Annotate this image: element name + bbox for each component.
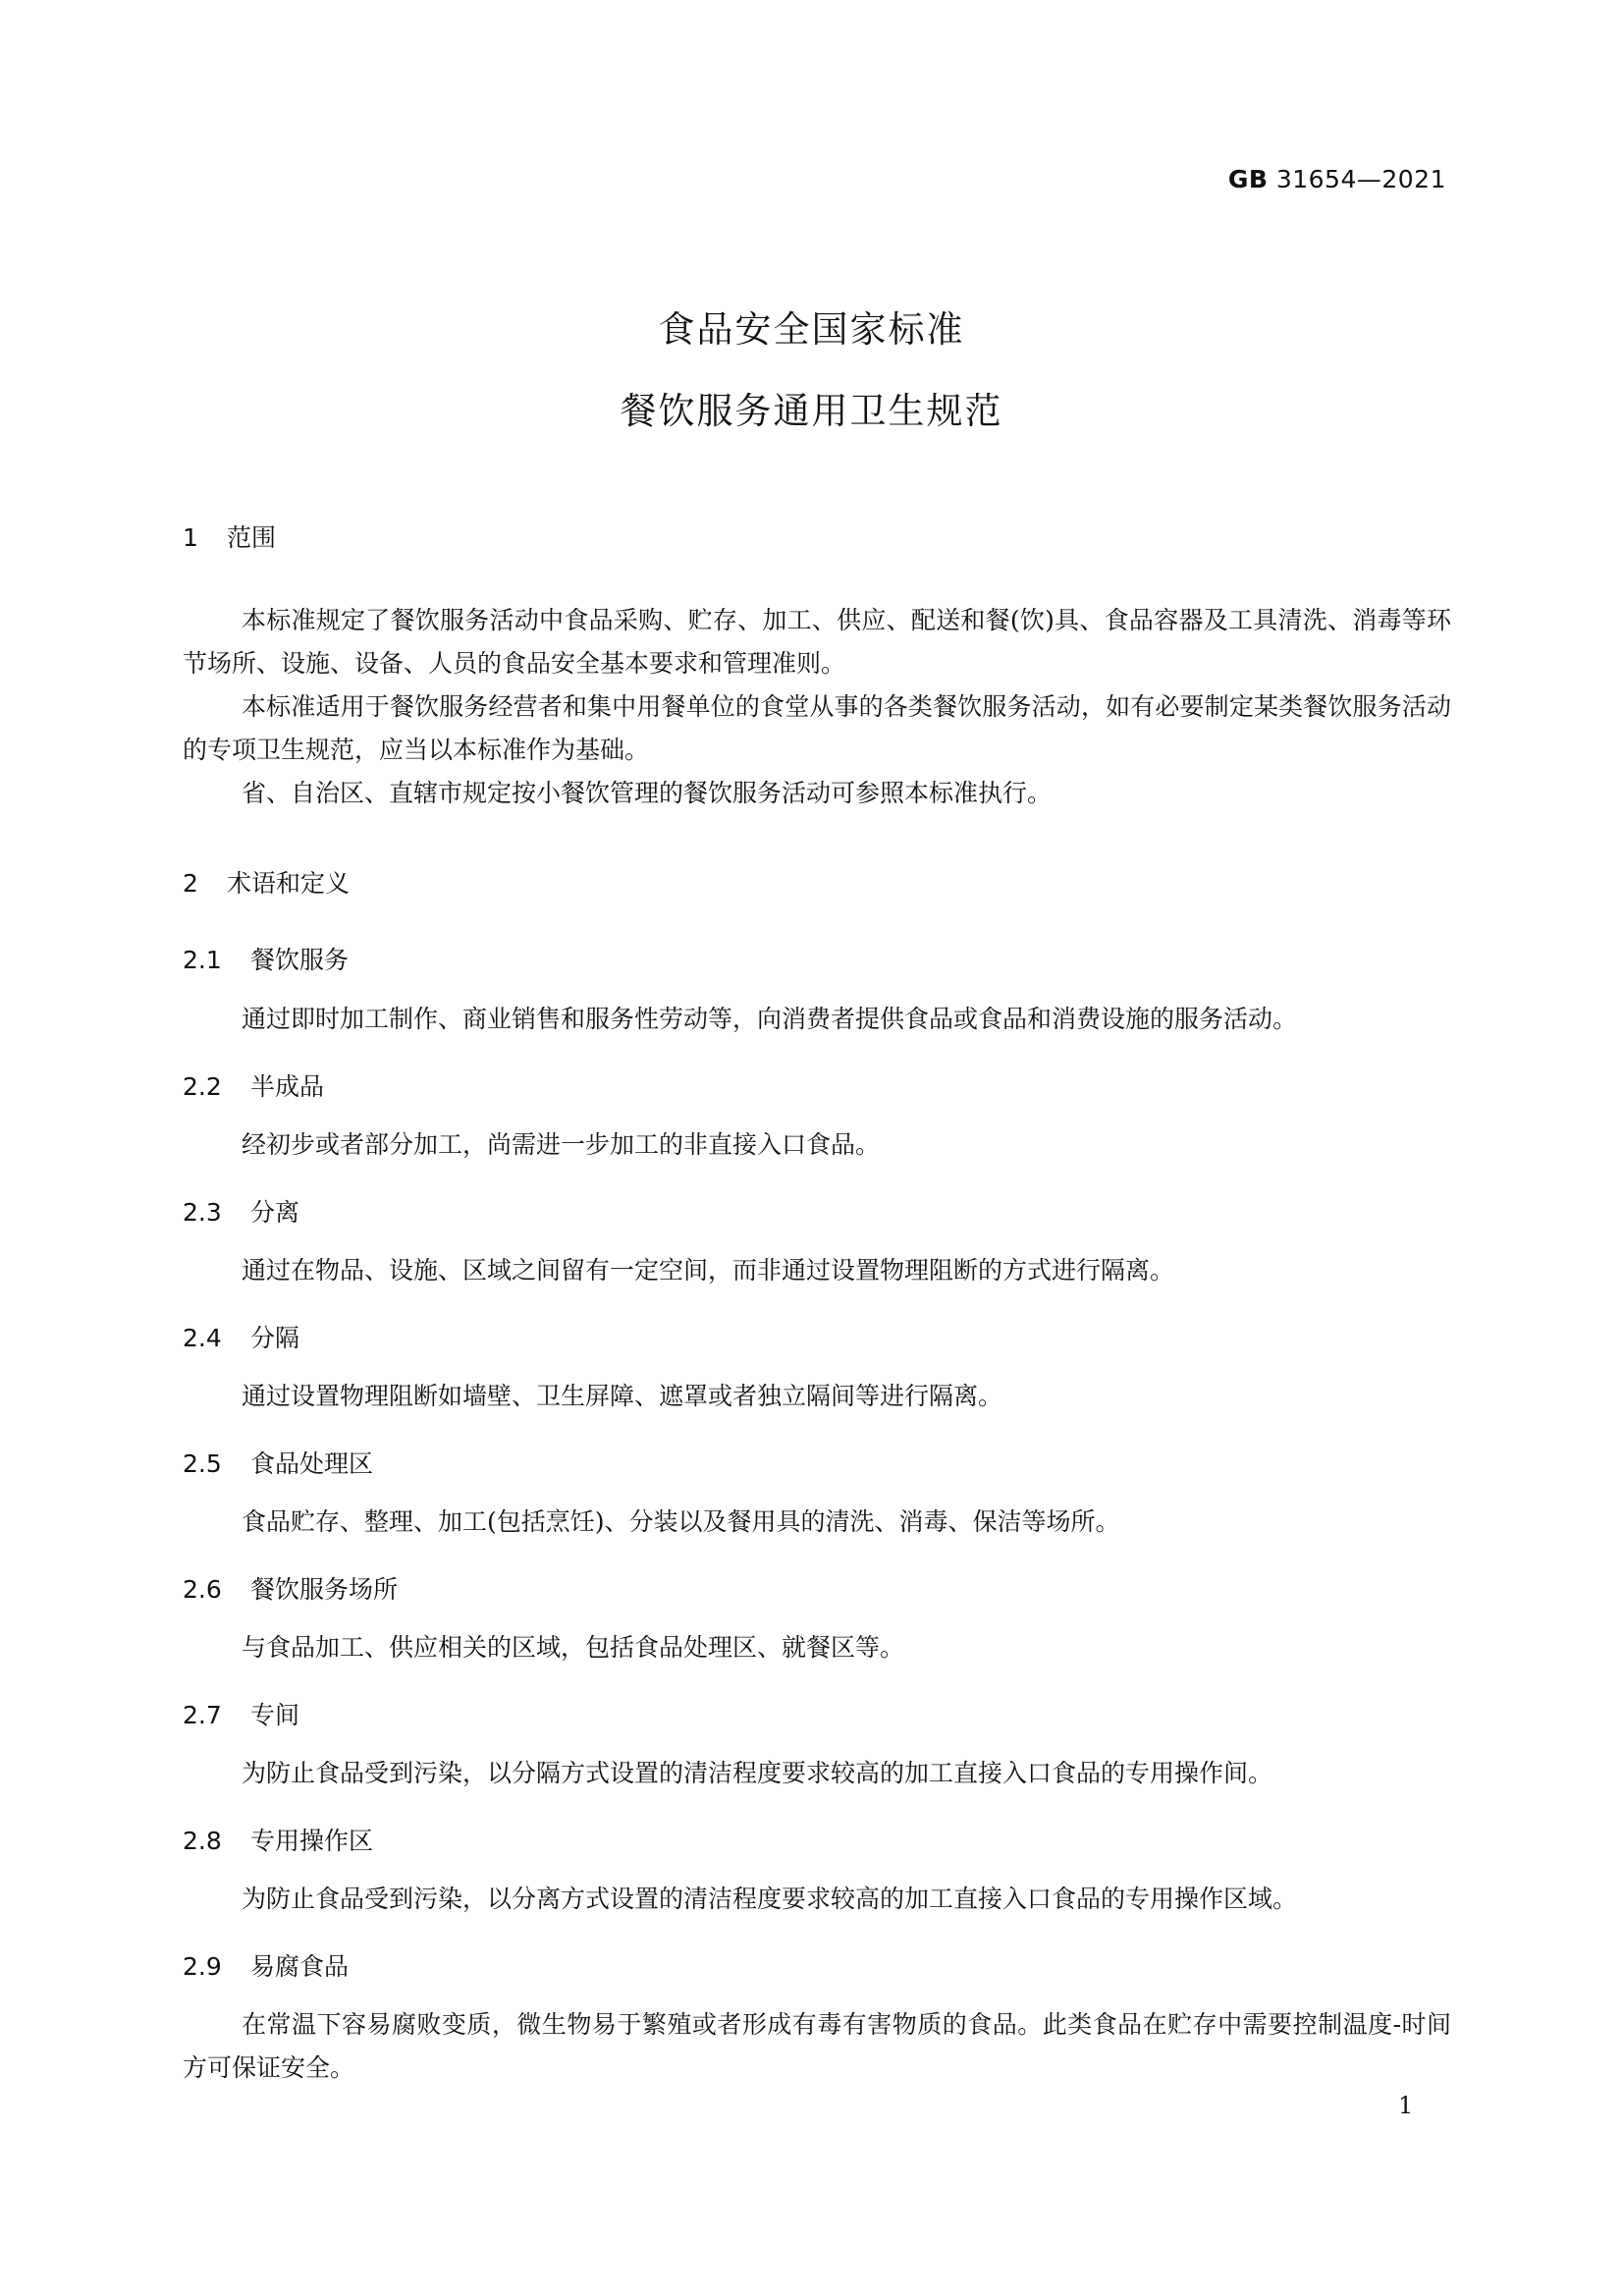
definition-heading-2-6: 2.6 餐饮服务场所 xyxy=(183,1575,399,1604)
section-heading-2: 2 术语和定义 xyxy=(183,869,351,898)
section-1-paragraph-3: 省、自治区、直辖市规定按小餐饮管理的餐饮服务活动可参照本标准执行。 xyxy=(242,779,1053,807)
document-title-line-2: 餐饮服务通用卫生规范 xyxy=(620,390,1003,432)
standard-code xyxy=(1228,165,1446,193)
definition-text-2-4: 通过设置物理阻断如墙壁、卫生屏障、遮罩或者独立隔间等进行隔离。 xyxy=(242,1382,1003,1410)
section-1-paragraph-1: 本标准规定了餐饮服务活动中食品采购、贮存、加工、供应、配送和餐(饮)具、食品容器及工具清洗、消毒等环节场所、设施、设备、人员的食品安全基本要求和管理准则。 xyxy=(183,606,1451,678)
definition-text-2-1: 通过即时加工制作、商业销售和服务性劳动等，向消费者提供食品或食品和消费设施的服务活动。 xyxy=(242,1005,1298,1033)
definition-heading-2-7: 2.7 专间 xyxy=(183,1701,300,1729)
standard-number: 31654—2021 xyxy=(1275,165,1446,193)
definition-heading-2-1: 2.1 餐饮服务 xyxy=(183,946,350,974)
page-number: 1 xyxy=(1398,2092,1414,2119)
standard-prefix: GB xyxy=(1227,165,1269,193)
definition-text-2-5: 食品贮存、整理、加工(包括烹饪)、分装以及餐用具的清洗、消毒、保洁等场所。 xyxy=(242,1507,1120,1536)
definition-text-2-6: 与食品加工、供应相关的区域，包括食品处理区、就餐区等。 xyxy=(242,1633,905,1662)
definition-text-2-8: 为防止食品受到污染，以分离方式设置的清洁程度要求较高的加工直接入口食品的专用操作区域。 xyxy=(242,1885,1298,1913)
definition-heading-2-3: 2.3 分离 xyxy=(183,1198,300,1227)
definition-heading-2-8: 2.8 专用操作区 xyxy=(183,1827,374,1855)
definition-text-2-2: 经初步或者部分加工，尚需进一步加工的非直接入口食品。 xyxy=(242,1130,881,1159)
definition-text-2-3: 通过在物品、设施、区域之间留有一定空间，而非通过设置物理阻断的方式进行隔离。 xyxy=(242,1256,1175,1285)
section-heading-1: 1 范围 xyxy=(183,523,277,552)
definition-text-2-9: 在常温下容易腐败变质，微生物易于繁殖或者形成有毒有害物质的食品。此类食品在贮存中需要控制温度-时间方可保证安全。 xyxy=(183,2010,1451,2082)
document-title-line-1: 食品安全国家标准 xyxy=(658,308,965,351)
definition-heading-2-9: 2.9 易腐食品 xyxy=(183,1952,350,1981)
section-1-paragraph-2: 本标准适用于餐饮服务经营者和集中用餐单位的食堂从事的各类餐饮服务活动，如有必要制定某类餐饮服务活动的专项卫生规范，应当以本标准作为基础。 xyxy=(183,692,1451,764)
definition-heading-2-4: 2.4 分隔 xyxy=(183,1324,300,1352)
definition-text-2-7: 为防止食品受到污染，以分隔方式设置的清洁程度要求较高的加工直接入口食品的专用操作间。 xyxy=(242,1759,1273,1787)
definition-heading-2-5: 2.5 食品处理区 xyxy=(183,1449,374,1478)
definition-heading-2-2: 2.2 半成品 xyxy=(183,1072,325,1101)
